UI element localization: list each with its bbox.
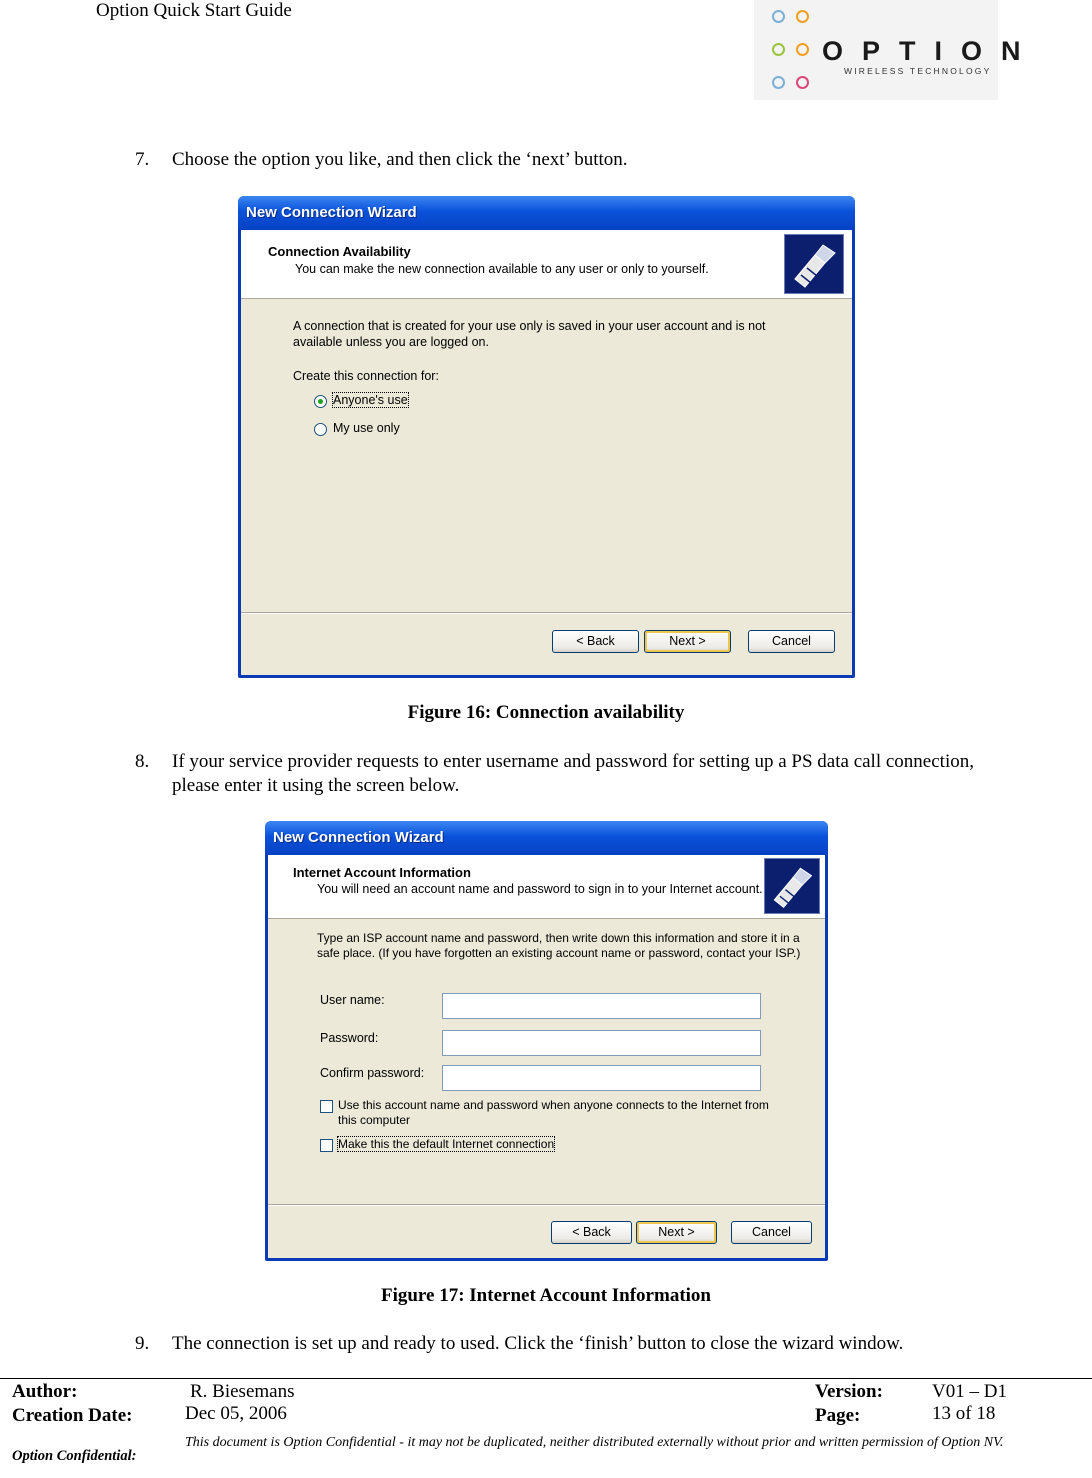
use-account-checkbox[interactable] [320, 1100, 333, 1113]
password-input[interactable] [442, 1030, 761, 1056]
confidential-notice: This document is Option Confidential - it may not be duplicated, neither distributed externally without prior and written permission of Option NV. [185, 1435, 1004, 1450]
back-button[interactable]: < Back [552, 630, 639, 653]
step-number: 8. [135, 751, 150, 772]
option-logo [754, 0, 1040, 100]
connection-wizard-dialog-availability [238, 196, 855, 678]
logo-circle-icon [772, 76, 785, 89]
confidential-label: Option Confidential: [12, 1448, 137, 1464]
footer-divider [0, 1378, 1092, 1379]
creation-date-label: Creation Date: [12, 1405, 133, 1426]
step-text: If your service provider requests to enter username and password for setting up a PS data call connection, please enter it using the screen below. [172, 751, 974, 796]
figure-16-caption: Figure 16: Connection availability [407, 702, 685, 723]
logo-circle-icon [796, 43, 809, 56]
password-label: Password: [320, 1031, 379, 1045]
wizard-description: Type an ISP account name and password, then write down this information and store it in a safe place. (If you have forgotten an existing account name or password, contact your ISP.) [317, 931, 801, 960]
back-button[interactable]: < Back [551, 1221, 632, 1244]
divider [268, 1204, 825, 1206]
step-9 [135, 1332, 1015, 1356]
wizard-subheading: You will need an account name and password to sign in to your Internet account. [317, 882, 763, 896]
wizard-header [241, 230, 852, 299]
step-number: 7. [135, 149, 150, 170]
dialog-title: New Connection Wizard [273, 829, 444, 846]
radio-label-my-use-only[interactable]: My use only [333, 421, 400, 435]
confirm-password-label: Confirm password: [320, 1066, 425, 1080]
next-button[interactable]: Next > [644, 630, 731, 653]
page-label: Page: [815, 1405, 861, 1426]
cancel-button[interactable]: Cancel [748, 630, 835, 653]
divider [241, 612, 852, 614]
version-label: Version: [815, 1381, 883, 1402]
step-text: Choose the option you like, and then click the ‘next’ button. [172, 149, 628, 170]
confirm-password-input[interactable] [442, 1065, 761, 1091]
step-number: 9. [135, 1333, 150, 1354]
creation-date-value: Dec 05, 2006 [185, 1403, 287, 1424]
connection-wizard-dialog-account [265, 821, 828, 1261]
document-header-title: Option Quick Start Guide [96, 0, 292, 21]
next-button[interactable]: Next > [636, 1221, 717, 1244]
logo-circle-icon [772, 10, 785, 23]
use-account-label[interactable]: Use this account name and password when anyone connects to the Internet from this computer [338, 1098, 769, 1127]
version-value: V01 – D1 [932, 1381, 1007, 1402]
dialog-titlebar[interactable] [265, 821, 828, 855]
step-text: The connection is set up and ready to used. Click the ‘finish’ button to close the wizard window. [172, 1333, 904, 1354]
user-name-label: User name: [320, 993, 385, 1007]
network-cable-icon [784, 234, 844, 294]
author-label: Author: [12, 1381, 78, 1402]
wizard-heading: Internet Account Information [293, 865, 471, 880]
wizard-header [268, 855, 825, 919]
network-cable-icon [764, 858, 820, 914]
cancel-button[interactable]: Cancel [731, 1221, 812, 1244]
wizard-description: A connection that is created for your use only is saved in your user account and is not available unless you are logged on. [293, 319, 766, 349]
default-connection-checkbox[interactable] [320, 1139, 333, 1152]
wizard-heading: Connection Availability [268, 244, 411, 259]
user-name-input[interactable] [442, 993, 761, 1019]
logo-circle-icon [796, 76, 809, 89]
create-for-label: Create this connection for: [293, 369, 439, 383]
dialog-title: New Connection Wizard [246, 204, 417, 221]
wizard-subheading: You can make the new connection available to any user or only to yourself. [295, 262, 709, 276]
default-connection-label[interactable]: Make this the default Internet connection [338, 1137, 555, 1151]
author-value: R. Biesemans [190, 1381, 295, 1402]
step-8 [135, 750, 985, 798]
dialog-titlebar[interactable] [238, 196, 855, 230]
figure-17-caption: Figure 17: Internet Account Information [380, 1285, 711, 1306]
step-7 [135, 148, 985, 172]
radio-my-use-only[interactable] [314, 423, 327, 436]
radio-anyones-use[interactable] [314, 395, 327, 408]
logo-circle-icon [772, 43, 785, 56]
logo-wordmark: OPTION [822, 36, 1040, 66]
logo-tagline: WIRELESS TECHNOLOGY [844, 66, 992, 76]
radio-label-anyones-use[interactable]: Anyone's use [333, 393, 408, 407]
page-value: 13 of 18 [932, 1403, 996, 1424]
logo-circle-icon [796, 10, 809, 23]
